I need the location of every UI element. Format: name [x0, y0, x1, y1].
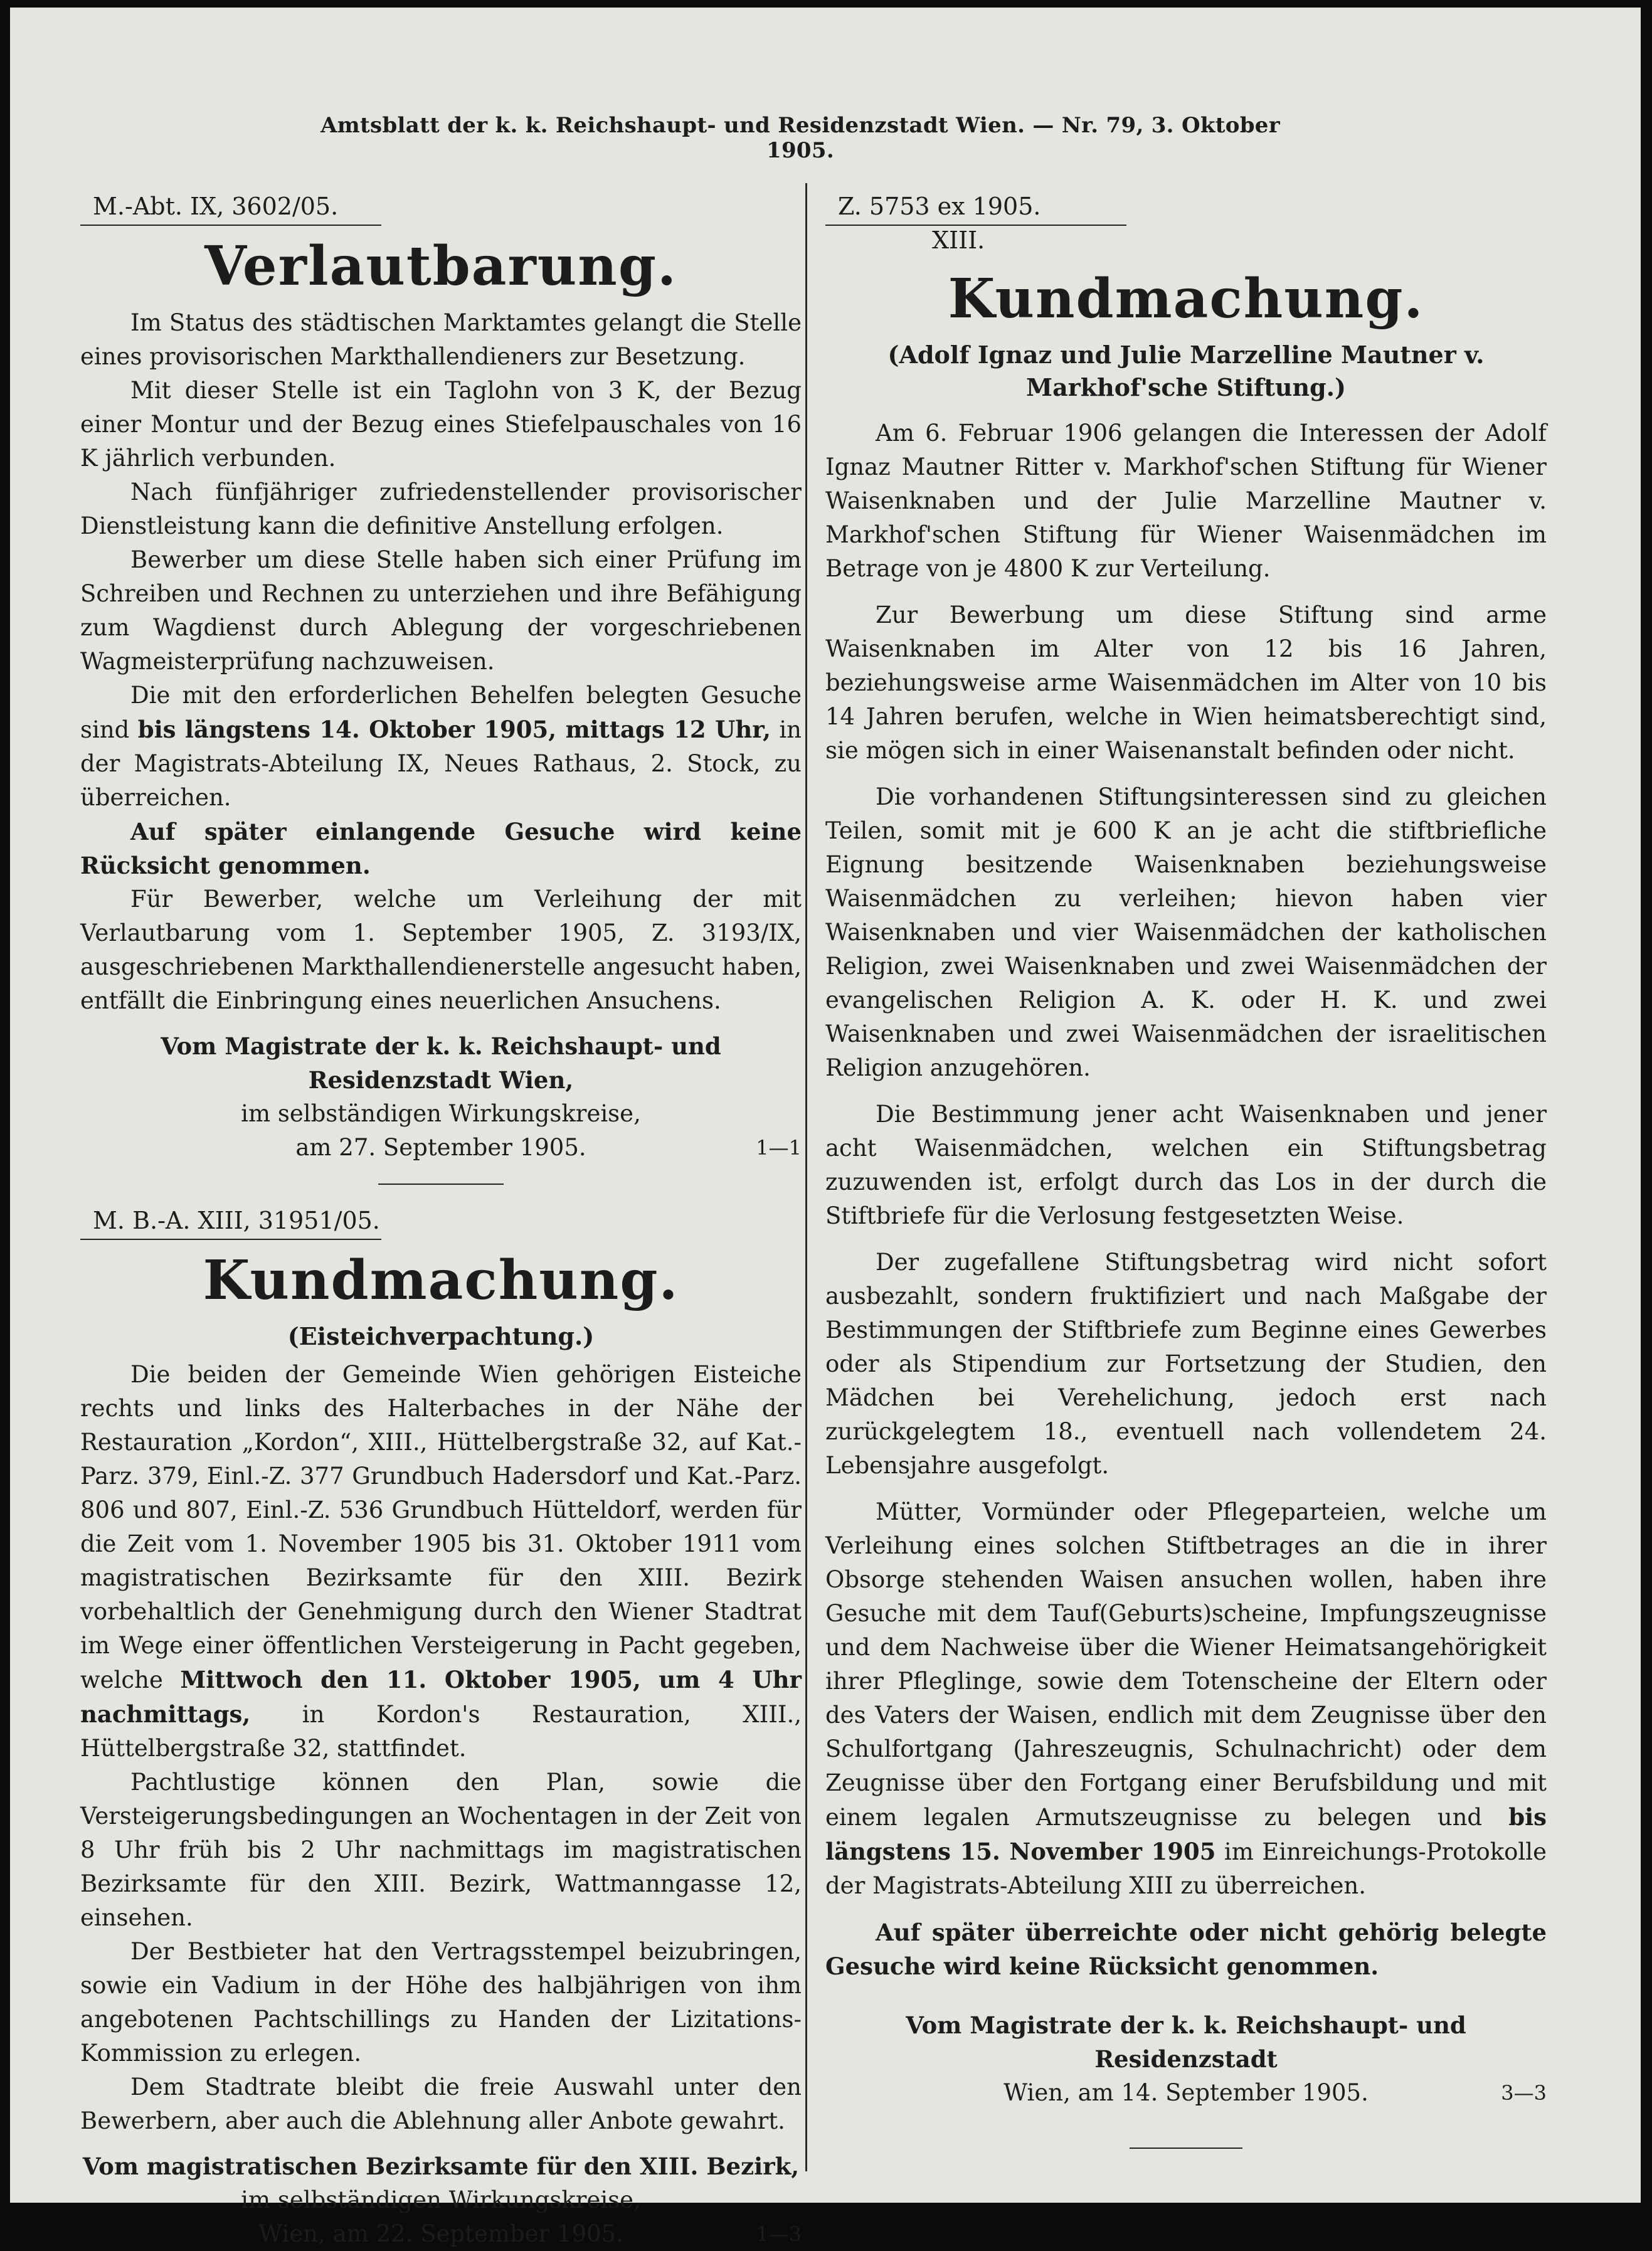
- signature-authority: Vom Magistrate der k. k. Reichshaupt- und Residenzstadt: [906, 2011, 1466, 2073]
- right-column: [825, 189, 1547, 2168]
- paragraph: Bewerber um diese Stelle haben sich einer Prüfung im Schreiben und Rechnen zu unterziehen und ihre Befähigung zum Wagdienst durch Ablegung der vorgeschriebenen Wagmeisterprüfung nachzuweisen.: [80, 546, 802, 675]
- paragraph-deadline: [825, 1495, 1547, 1903]
- signature-block: [80, 2149, 802, 2251]
- section-divider: [378, 1184, 504, 1185]
- signature-scope: im selbständigen Wirkungskreise,: [241, 2186, 641, 2213]
- paragraph: Der zugefallene Stiftungsbetrag wird nicht sofort ausbezahlt, sondern fruktifiziert und nach Maßgabe der Bestimmungen der Stiftbriefe zum Beginne eines Gewerbes oder als Stipendium zur Fortsetzung der Studien, den Mädchen bei Verehelichung, jedoch erst nach zurückgelegtem 18., eventuell nach vollendetem 24. Lebensjahre ausgefolgt.: [825, 1249, 1547, 1479]
- paragraph: Die vorhandenen Stiftungsinteressen sind zu gleichen Teilen, somit mit je 600 K an je acht die stiftbriefliche Eignung besitzende Waisenknaben beziehungsweise Waisenmädchen zu verleihen; hievon haben vier Waisenknaben und vier Waisenmädchen der katholischen Religion, zwei Waisenknaben und zwei Waisenmädchen der evangelischen Religion A. K. oder H. K. und zwei Waisenknaben und zwei Waisenmädchen der israelitischen Religion anzugehören.: [825, 783, 1547, 1081]
- reference-number: Z. 5753 ex 1905.: [825, 189, 1126, 226]
- paragraph: Mit dieser Stelle ist ein Taglohn von 3 K, der Bezug einer Montur und der Bezug eines Stiefelpauschales von 16 K jährlich verbunden.: [80, 377, 802, 472]
- signature-scope: im selbständigen Wirkungskreise,: [241, 1100, 641, 1127]
- section-divider: [1130, 2148, 1242, 2149]
- notice-title: Kundmachung.: [203, 1249, 679, 1312]
- paragraph: Die Bestimmung jener acht Waisenknaben und jener acht Waisenmädchen, welchen ein Stiftungsbetrag zuzuwenden ist, erfolgt durch das Los in der durch die Stiftbriefe für die Verlosung festgesetzten Weise.: [825, 1101, 1547, 1229]
- notice-stiftung: [825, 189, 1547, 2149]
- signature-date: Wien, am 14. September 1905.: [1003, 2079, 1369, 2106]
- signature-date: Wien, am 22. September 1905.: [258, 2220, 623, 2247]
- reference-number: M.-Abt. IX, 3602/05.: [80, 189, 381, 226]
- deadline-text: bis längstens 15. November 1905: [825, 1803, 1547, 1865]
- text-run: im Einreichungs-Protokolle der Magistrats-Abteilung XIII zu überreichen.: [825, 1838, 1547, 1899]
- paragraph: Im Status des städtischen Marktamtes gelangt die Stelle eines provisorischen Markthallendieners zur Besetzung.: [80, 309, 802, 370]
- paragraph: Der Bestbieter hat den Vertragsstempel beizubringen, sowie ein Vadium in der Höhe des halbjährigen von ihm angebotenen Pachtschillings zu Handen der Lizitations-Kommission zu erlegen.: [80, 1938, 802, 2067]
- text-run: Die beiden der Gemeinde Wien gehörigen Eisteiche rechts und links des Halterbaches in der Nähe der Restauration „Kordon“, XIII., Hüttelbergstraße 32, auf Kat.-Parz. 379, Einl.-Z. 377 Grundbuch Hadersdorf und Kat.-Parz. 806 und 807, Einl.-Z. 536 Grundbuch Hütteldorf, werden für die Zeit vom 1. November 1905 bis 31. Oktober 1911 vom magistratischen Bezirksamte für den XIII. Bezirk vorbehaltlich der Genehmigung durch den Wiener Stadtrat im Wege einer öffentlichen Versteigerung in Pacht gegeben, welche: [80, 1361, 802, 1693]
- newspaper-page: [10, 8, 1641, 2247]
- reference-number: M. B.-A. XIII, 31951/05.: [80, 1204, 381, 1240]
- date-row: [80, 2217, 802, 2251]
- signature-authority: Vom magistratischen Bezirksamte für den XIII. Bezirk,: [82, 2153, 800, 2180]
- date-row: [80, 1131, 802, 1165]
- insertion-mark: 1—3: [756, 2222, 802, 2246]
- notice-title: Kundmachung.: [948, 267, 1424, 331]
- text-run: Die mit den erforderlichen Behelfen belegten Gesuche sind: [80, 682, 802, 743]
- paragraph: Zur Bewerbung um diese Stiftung sind arme Waisenknaben im Alter von 12 bis 16 Jahren, beziehungsweise arme Waisenmädchen im Alter von 10 bis 14 Jahren berufen, welche in Wien heimatsberechtigt sind, sie mögen sich in einer Waisenanstalt befinden oder nicht.: [825, 601, 1547, 764]
- paragraph-auction: [80, 1358, 802, 1766]
- notice-eisteich: [80, 1204, 802, 2251]
- paragraph: Nach fünfjähriger zufriedenstellender provisorischer Dienstleistung kann die definitive Anstellung erfolgen.: [80, 479, 802, 539]
- paragraph: Am 6. Februar 1906 gelangen die Interessen der Adolf Ignaz Mautner Ritter v. Markhof'schen Stiftung für Wiener Waisenknaben und der Julie Marzelline Mautner v. Markhof'schen Stiftung für Wiener Waisenmädchen im Betrage von je 4800 K zur Verteilung.: [825, 420, 1547, 582]
- signature-date: am 27. September 1905.: [295, 1134, 586, 1161]
- signature-authority: Vom Magistrate der k. k. Reichshaupt- und Residenzstadt Wien,: [161, 1032, 721, 1094]
- paragraph: Dem Stadtrate bleibt die freie Auswahl unter den Bewerbern, aber auch die Ablehnung aller Anbote gewahrt.: [80, 2074, 802, 2134]
- column-rule: [805, 183, 807, 2171]
- paragraph: Für Bewerber, welche um Verleihung der mit Verlautbarung vom 1. September 1905, Z. 3193/IX, ausgeschriebenen Markthallendienerstelle angesucht haben, entfällt die Einbringung eines neuerlichen Ansuchens.: [80, 886, 802, 1014]
- insertion-mark: 1—1: [756, 1136, 802, 1160]
- text-run: in Kordon's Restauration, XIII., Hüttelbergstraße 32, stattfindet.: [80, 1701, 802, 1762]
- auction-date-text: Mittwoch den 11. Oktober 1905, um 4 Uhr nachmittags,: [80, 1666, 802, 1728]
- deadline-text: bis längstens 14. Oktober 1905, mittags 12 Uhr,: [137, 716, 771, 743]
- notice-title: Verlautbarung.: [204, 235, 677, 298]
- reference-subnumber: XIII.: [932, 226, 985, 254]
- text-run: in der Magistrats-Abteilung IX, Neues Rathaus, 2. Stock, zu überreichen.: [80, 716, 802, 811]
- paragraph-notice: Auf später einlangende Gesuche wird keine Rücksicht genommen.: [80, 818, 802, 879]
- signature-block: [825, 2008, 1547, 2110]
- notice-subtitle: (Adolf Ignaz und Julie Marzelline Mautner v. Markhof'sche Stiftung.): [887, 341, 1485, 401]
- paragraph: Pachtlustige können den Plan, sowie die Versteigerungsbedingungen an Wochentagen in der Zeit von 8 Uhr früh bis 2 Uhr nachmittags im magistratischen Bezirksamte für den XIII. Bezirk, Wattmanngasse 12, einsehen.: [80, 1769, 802, 1931]
- left-column: [80, 189, 802, 2251]
- paragraph-notice: Auf später überreichte oder nicht gehörig belegte Gesuche wird keine Rücksicht genommen.: [825, 1919, 1547, 1980]
- page-header: Amtsblatt der k. k. Reichshaupt- und Residenzstadt Wien. — Nr. 79, 3. Oktober 1905.: [320, 113, 1280, 163]
- notice-subtitle: (Eisteichverpachtung.): [287, 1322, 595, 1350]
- signature-block: [80, 1029, 802, 1165]
- notice-verlautbarung: [80, 189, 802, 1165]
- insertion-mark: 3—3: [1501, 2081, 1547, 2105]
- paragraph-deadline: [80, 679, 802, 815]
- text-run: Mütter, Vormünder oder Pflegeparteien, welche um Verleihung eines solchen Stiftbetrages an die in ihrer Obsorge stehenden Waisen ansuchen wollen, haben ihre Gesuche mit dem Tauf(Geburts)scheine, Impfungszeugnisse und dem Nachweise über die Wiener Heimatsangehörigkeit ihrer Pfleglinge, sowie dem Totenscheine der Eltern oder des Vaters der Waisen, endlich mit dem Zeugnisse über den Schulfortgang (Jahreszeugnis, Schulnachricht) oder dem Zeugnisse über den Fortgang einer Berufsbildung und mit einem legalen Armutszeugnisse zu belegen und: [825, 1498, 1547, 1831]
- date-row: [825, 2076, 1547, 2110]
